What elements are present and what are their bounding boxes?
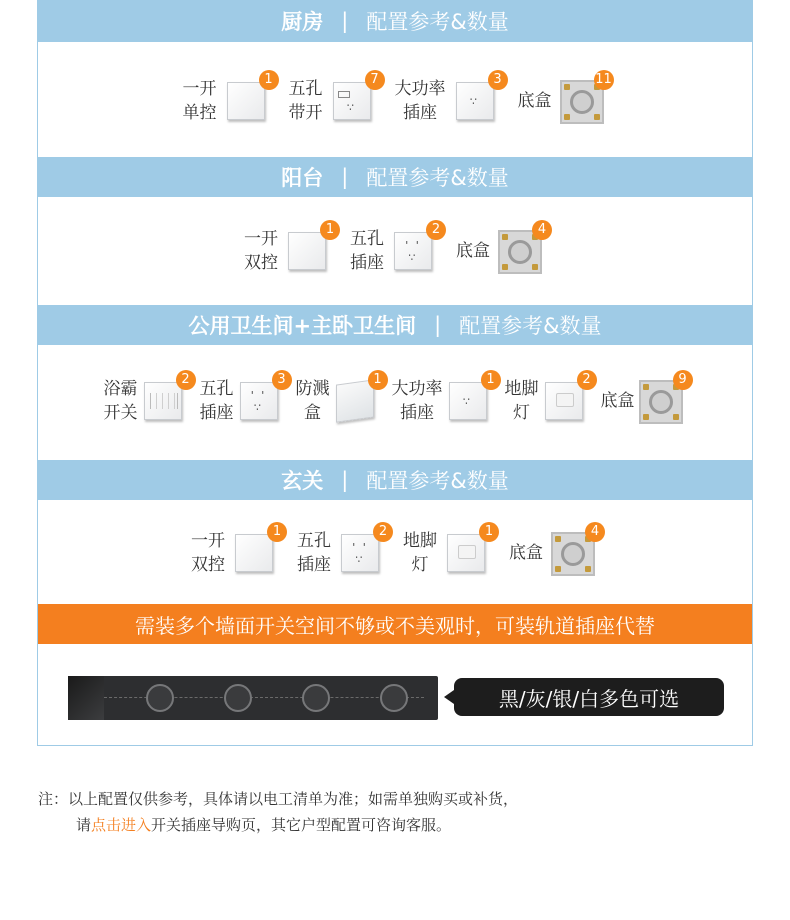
section-header-bathroom <box>38 305 752 345</box>
count-badge: 3 <box>272 370 292 390</box>
item-label: 五孔 <box>297 531 331 551</box>
header-caption: 配置参考&数量 <box>366 10 509 34</box>
high-power-outlet-icon: ∵ 1 <box>447 380 489 422</box>
color-options-label: 黑/灰/银/白多色可选 <box>454 678 724 716</box>
header-separator: | <box>341 165 349 189</box>
high-power-outlet-icon: ∵ 3 <box>454 80 496 122</box>
section-header-balcony <box>38 157 752 197</box>
room-name: 阳台 <box>281 166 324 190</box>
header-separator: | <box>341 468 349 492</box>
switch-icon <box>286 222 335 272</box>
room-name: 厨房 <box>281 10 324 34</box>
item-high-power-outlet[interactable] <box>391 372 495 425</box>
item-label: 带开 <box>288 103 323 123</box>
item-switched-outlet[interactable] <box>288 72 379 125</box>
five-hole-outlet-icon: ' ' ∵ 2 <box>339 532 381 574</box>
header-caption: 配置参考&数量 <box>366 166 509 190</box>
back-box-icon <box>551 524 600 574</box>
item-label: 大功率 <box>391 379 443 399</box>
track-socket-banner: 需装多个墙面开关空间不够或不美观时，可装轨道插座代替 <box>38 604 752 644</box>
item-label: 五孔 <box>350 229 384 249</box>
item-switch-double[interactable] <box>244 222 335 275</box>
item-label: 单控 <box>182 103 217 123</box>
item-label: 底盒 <box>517 91 552 111</box>
note-line-1: 注：以上配置仅供参考，具体请以电工清单为准；如需单独购买或补货， <box>38 790 519 808</box>
config-frame <box>37 0 753 746</box>
item-label: 浴霸 <box>103 379 138 399</box>
item-floor-light[interactable] <box>403 524 494 577</box>
count-badge: 4 <box>532 220 552 240</box>
switched-outlet-icon: ∵ 7 <box>331 80 373 122</box>
count-badge: 2 <box>577 370 597 390</box>
five-hole-outlet-icon: ' ' ∵ 2 <box>392 230 434 272</box>
item-back-box[interactable] <box>456 222 547 272</box>
item-five-hole-outlet[interactable] <box>297 524 388 577</box>
back-box-icon <box>498 222 547 272</box>
note-text: 请 <box>76 816 92 834</box>
note-text: 开关插座导购页，其它户型配置可咨询客服。 <box>151 816 452 834</box>
back-box-icon <box>560 72 612 122</box>
count-badge: 2 <box>176 370 196 390</box>
count-badge: 1 <box>320 220 340 240</box>
item-label: 灯 <box>513 403 530 423</box>
item-label: 地脚 <box>403 531 437 551</box>
item-label: 防溅 <box>295 379 330 399</box>
floor-light-icon <box>445 524 494 574</box>
back-box-icon <box>639 372 687 422</box>
item-label: 五孔 <box>199 379 234 399</box>
count-badge: 9 <box>673 370 693 390</box>
item-switch-double[interactable] <box>191 524 282 577</box>
item-bath-heater-switch[interactable] <box>103 372 190 425</box>
section-items-entrance <box>38 522 752 584</box>
switch-icon <box>233 524 282 574</box>
count-badge: 2 <box>373 522 393 542</box>
item-label: 一开 <box>182 79 217 99</box>
count-badge: 11 <box>594 70 614 90</box>
item-five-hole-outlet[interactable] <box>199 372 286 425</box>
five-hole-outlet-icon: ' ' ∵ 3 <box>238 380 280 422</box>
room-name: 玄关 <box>281 469 324 493</box>
item-label: 地脚 <box>504 379 539 399</box>
header-separator: | <box>434 313 442 337</box>
section-header-entrance <box>38 460 752 500</box>
floor-light-icon <box>543 372 591 422</box>
count-badge: 3 <box>488 70 508 90</box>
item-label: 盒 <box>304 403 321 423</box>
section-items-kitchen <box>38 70 752 132</box>
count-badge: 4 <box>585 522 605 542</box>
room-name: 公用卫生间+主卧卫生间 <box>188 314 417 338</box>
count-badge: 1 <box>267 522 287 542</box>
item-label: 底盒 <box>509 543 543 563</box>
item-label: 开关 <box>103 403 138 423</box>
header-caption: 配置参考&数量 <box>366 469 509 493</box>
item-label: 插座 <box>403 103 437 123</box>
item-floor-light[interactable] <box>504 372 591 425</box>
item-label: 双控 <box>244 253 278 273</box>
section-items-bathroom <box>38 370 752 432</box>
item-label: 插座 <box>199 403 234 423</box>
item-splash-cover[interactable] <box>295 372 382 425</box>
item-back-box[interactable] <box>509 524 600 574</box>
item-label: 底盒 <box>456 241 490 261</box>
item-label: 插座 <box>350 253 384 273</box>
item-five-hole-outlet[interactable] <box>350 222 441 275</box>
count-badge: 1 <box>479 522 499 542</box>
item-label: 底盒 <box>600 391 635 411</box>
track-socket-icon <box>68 676 438 720</box>
item-label: 双控 <box>191 555 225 575</box>
section-header-kitchen <box>38 0 752 42</box>
item-label: 灯 <box>411 555 429 575</box>
item-label: 一开 <box>244 229 278 249</box>
header-caption: 配置参考&数量 <box>459 314 602 338</box>
count-badge: 2 <box>426 220 446 240</box>
switch-icon <box>225 72 273 122</box>
item-back-box[interactable] <box>600 372 687 422</box>
item-label: 插座 <box>400 403 434 423</box>
item-high-power-outlet[interactable] <box>394 72 502 125</box>
item-label: 插座 <box>297 555 331 575</box>
count-badge: 1 <box>368 370 388 390</box>
count-badge: 1 <box>259 70 279 90</box>
count-badge: 7 <box>365 70 385 90</box>
guide-page-link[interactable]: 点击进入 <box>91 816 152 834</box>
section-items-balcony <box>38 220 752 282</box>
item-label: 大功率 <box>394 79 446 99</box>
count-badge: 1 <box>481 370 501 390</box>
splash-cover-icon <box>334 372 382 422</box>
note-line-2 <box>76 814 451 835</box>
item-switch-single[interactable] <box>182 72 273 125</box>
header-separator: | <box>341 9 349 33</box>
item-label: 五孔 <box>288 79 323 99</box>
item-label: 一开 <box>191 531 225 551</box>
bath-heater-switch-icon <box>142 372 190 422</box>
item-back-box[interactable] <box>517 72 612 122</box>
